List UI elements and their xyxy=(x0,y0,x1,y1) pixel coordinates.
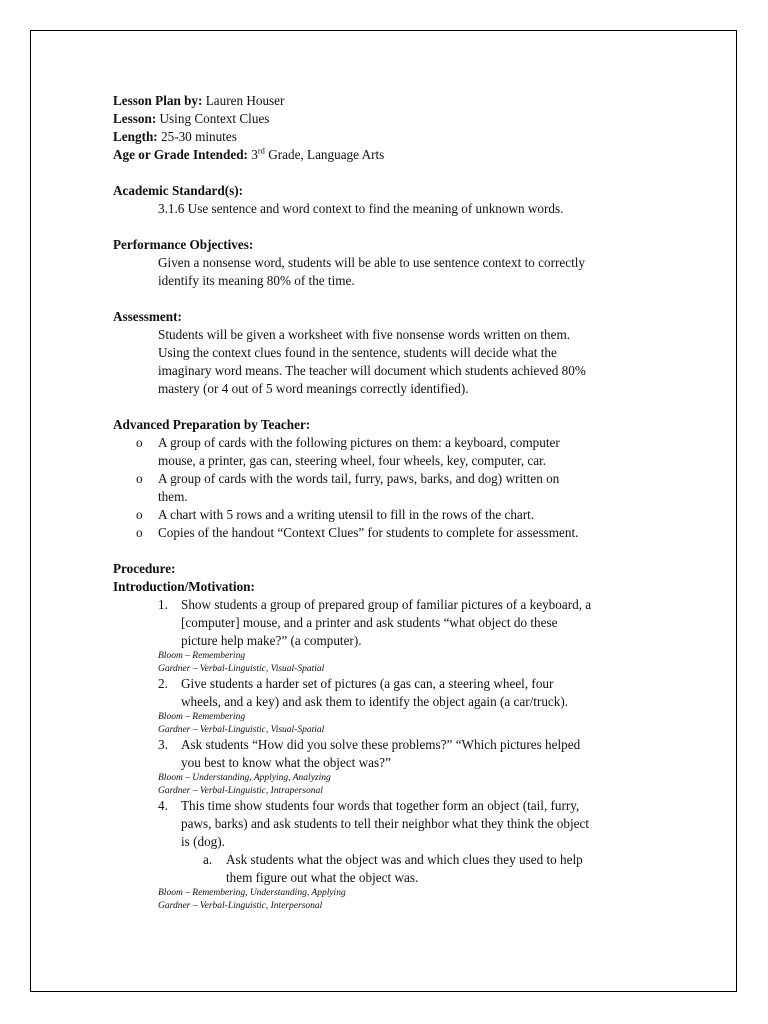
procedure-step xyxy=(113,736,658,772)
list-item-line: A chart with 5 rows and a writing utensil to fill in the rows of the chart. xyxy=(158,507,535,522)
bloom-note: Bloom – Remembering xyxy=(158,712,246,722)
list-item-line: mouse, a printer, gas can, steering wheel, four wheels, key, computer, car. xyxy=(158,453,547,468)
step-line: paws, barks) and ask students to tell their neighbor what they think the object xyxy=(181,816,589,831)
sub-step-letter: a. xyxy=(203,852,213,867)
list-item xyxy=(113,524,658,542)
list-item-line: A group of cards with the following pictures on them: a keyboard, computer xyxy=(158,435,560,450)
academic-heading: Academic Standard(s): xyxy=(113,183,244,198)
assessment-line: Using the context clues found in the sentence, students will decide what the xyxy=(158,345,557,360)
procedure-step xyxy=(113,596,658,650)
lesson-plan-document xyxy=(113,92,658,912)
procedure-steps xyxy=(113,797,658,851)
plan-by-value: Lauren Houser xyxy=(202,93,285,108)
list-item-line: them. xyxy=(158,489,188,504)
procedure-step xyxy=(113,797,658,851)
intro-heading: Introduction/Motivation: xyxy=(113,579,255,594)
list-item xyxy=(113,506,658,524)
bloom-note: Bloom – Remembering, Understanding, Applying xyxy=(158,888,346,898)
assessment-line: imaginary word means. The teacher will document which students achieved 80% xyxy=(158,363,586,378)
step-number: 2. xyxy=(158,676,168,691)
gardner-note: Gardner – Verbal-Linguistic, Intrapersonal xyxy=(158,785,323,796)
list-item xyxy=(113,434,658,470)
lesson-value: Using Context Clues xyxy=(156,111,270,126)
list-item xyxy=(113,470,658,506)
performance-line: Given a nonsense word, students will be able to use sentence context to correctly xyxy=(158,255,586,270)
age-number: 3 xyxy=(247,147,258,162)
preparation-list xyxy=(113,434,658,542)
length-line xyxy=(113,128,658,146)
plan-by-label: Lesson Plan by: xyxy=(113,93,203,108)
academic-text: 3.1.6 Use sentence and word context to find the meaning of unknown words. xyxy=(158,201,564,216)
performance-heading: Performance Objectives: xyxy=(113,237,254,252)
sub-step-line: Ask students what the object was and which clues they used to help xyxy=(226,852,583,867)
step-line: you best to know what the object was?” xyxy=(181,755,391,770)
gardner-note: Gardner – Verbal-Linguistic, Visual-Spatial xyxy=(158,663,325,674)
list-item-line: A group of cards with the words tail, furry, paws, barks, and dog) written on xyxy=(158,471,560,486)
step-line: Ask students “How did you solve these problems?” “Which pictures helped xyxy=(181,737,581,752)
preparation-heading: Advanced Preparation by Teacher: xyxy=(113,417,311,432)
sub-step-line: them figure out what the object was. xyxy=(226,870,419,885)
step-line: Show students a group of prepared group of familiar pictures of a keyboard, a xyxy=(181,597,592,612)
assessment-line: mastery (or 4 out of 5 word meanings correctly identified). xyxy=(158,381,469,396)
procedure-steps xyxy=(113,736,658,772)
age-label: Age or Grade Intended: xyxy=(113,147,248,162)
age-rest: Grade, Language Arts xyxy=(264,147,385,162)
step-number: 1. xyxy=(158,597,168,612)
gardner-note: Gardner – Verbal-Linguistic, Visual-Spatial xyxy=(158,724,325,735)
bullet-mark: o xyxy=(136,525,143,540)
gardner-note: Gardner – Verbal-Linguistic, Interpersonal xyxy=(158,900,323,911)
step-line: This time show students four words that together form an object (tail, furry, xyxy=(181,798,580,813)
sub-step xyxy=(113,851,658,887)
bloom-note: Bloom – Understanding, Applying, Analyzing xyxy=(158,773,331,783)
procedure-steps xyxy=(113,675,658,711)
procedure-step xyxy=(113,675,658,711)
step-line: wheels, and a key) and ask them to identify the object again (a car/truck). xyxy=(181,694,569,709)
bullet-mark: o xyxy=(136,471,143,486)
bullet-mark: o xyxy=(136,507,143,522)
procedure-heading: Procedure: xyxy=(113,561,176,576)
step-line: is (dog). xyxy=(181,834,225,849)
assessment-line: Students will be given a worksheet with five nonsense words written on them. xyxy=(158,327,571,342)
step-line: picture help make?” (a computer). xyxy=(181,633,362,648)
bullet-mark: o xyxy=(136,435,143,450)
length-label: Length: xyxy=(113,129,158,144)
age-line xyxy=(113,146,658,164)
lesson-label: Lesson: xyxy=(113,111,157,126)
step-line: Give students a harder set of pictures (a gas can, a steering wheel, four xyxy=(181,676,554,691)
age-superscript: rd xyxy=(257,145,265,156)
list-item-line: Copies of the handout “Context Clues” for students to complete for assessment. xyxy=(158,525,579,540)
lesson-line xyxy=(113,110,658,128)
step-number: 4. xyxy=(158,798,168,813)
plan-by-line xyxy=(113,92,658,110)
procedure-steps xyxy=(113,596,658,650)
step-line: [computer] mouse, and a printer and ask students “what object do these xyxy=(181,615,558,630)
length-value: 25-30 minutes xyxy=(157,129,237,144)
step-number: 3. xyxy=(158,737,168,752)
bloom-note: Bloom – Remembering xyxy=(158,651,246,661)
performance-line: identify its meaning 80% of the time. xyxy=(158,273,355,288)
assessment-heading: Assessment: xyxy=(113,309,182,324)
